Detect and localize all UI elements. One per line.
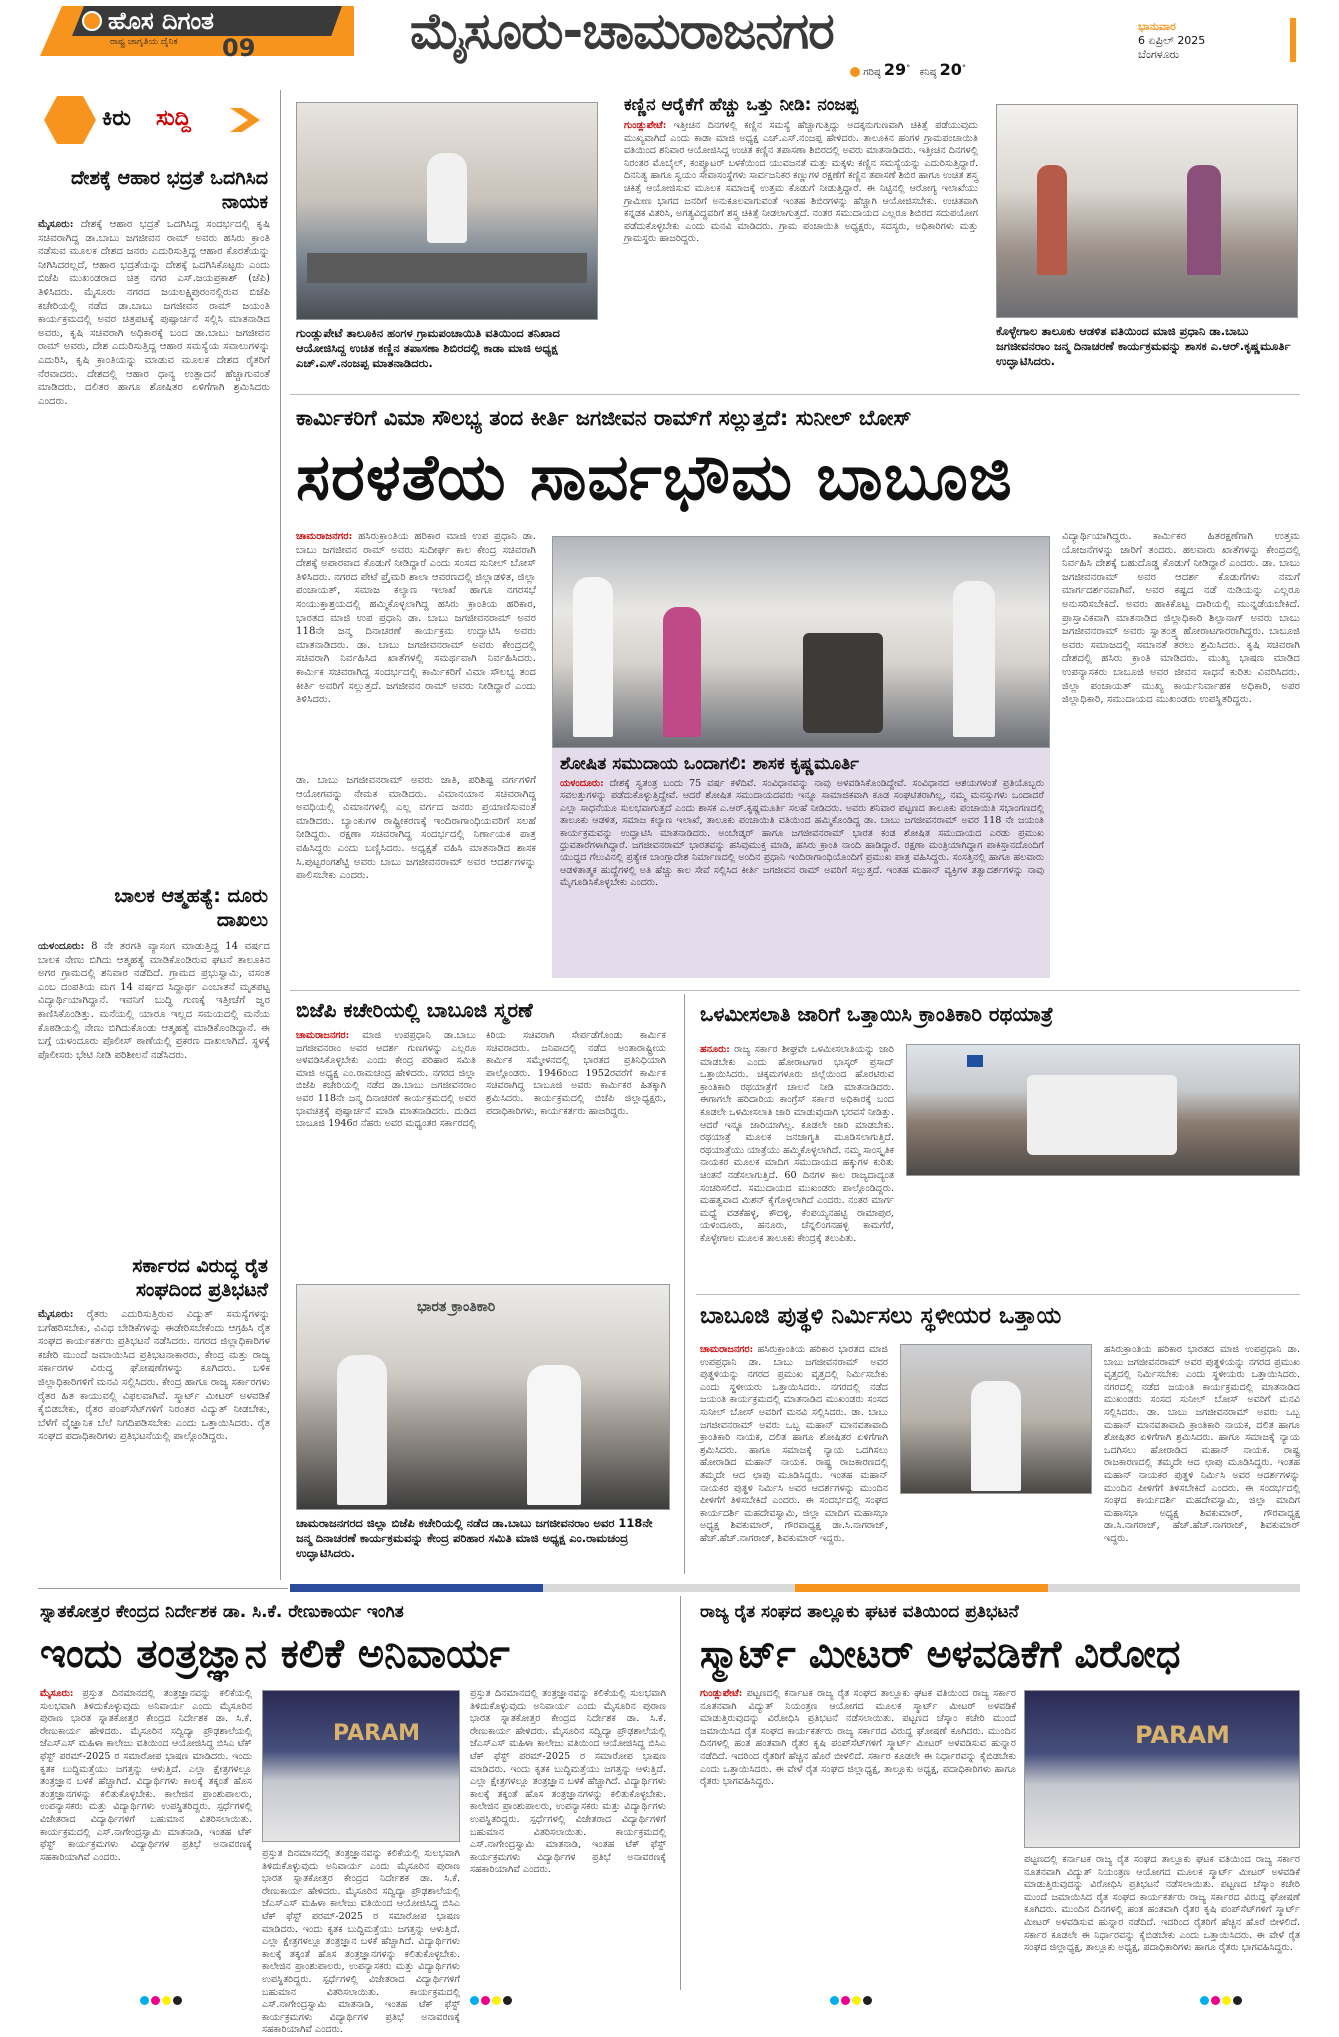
kiru-item-1-body — [38, 218, 270, 864]
tech-body-under-photo — [262, 1848, 460, 2036]
kiru-item-2-dateline: ಯಳಂದೂರು: — [38, 940, 85, 952]
photo-bjp-office — [296, 1284, 670, 1510]
tech-headline: ಇಂದು ತಂತ್ರಜ್ಞಾನ ಕಲಿಕೆ ಅನಿವಾರ್ಯ — [40, 1631, 510, 1677]
masthead — [0, 0, 1339, 79]
photo-bjp-figure-2 — [527, 1365, 581, 1505]
meter-kicker: ರಾಜ್ಯ ರೈತ ಸಂಘದ ತಾಲ್ಲೂಕು ಘಟಕ ವತಿಯಿಂದ ಪ್ರತಿಭಟನೆ — [700, 1602, 1019, 1622]
tech-text: ಪ್ರಸ್ತುತ ದಿನಮಾನದಲ್ಲಿ ತಂತ್ರಜ್ಞಾನವನ್ನು ಕಲಿಕೆಯಲ್ಲಿ ಸುಲಭವಾಗಿ ತಿಳಿದುಕೊಳ್ಳುವುದು ಅನಿವಾರ್ಯ ಎಂದು ಮೈಸೂರಿನ ಪುರಾಣ ಭಾರತ ಸ್ನಾತಕೋತ್ತರ ಕೇಂದ್ರದ ನಿರ್ದೇಶಕ ಡಾ. ಸಿ.ಕೆ. ರೇಣುಕಾರ್ಯ ಹೇಳಿದರು. ಮೈಸೂರಿನ ಸದ್ವಿದ್ಯಾ ಪ್ರೌಢಶಾಲೆಯಲ್ಲಿ ಜೆಎಸ್‌ಎಸ್ ಮಹಿಳಾ ಕಾಲೇಜು ವತಿಯಿಂದ ಆಯೋಜಿಸಿದ್ದ ಬಿಸಿಎ ಟೆಕ್ ಫೆಸ್ಟ್ ಪರಮ್-2025 ರ ಸಮಾರೋಪ ಭಾಷಣ ಮಾಡಿದರು. ಇಂದು ಕೃತಕ ಬುದ್ಧಿಮತ್ತೆಯು ಜಗತ್ತನ್ನು ಆಳುತ್ತಿದೆ. ಎಲ್ಲಾ ಕ್ಷೇತ್ರಗಳಲ್ಲೂ ತಂತ್ರಜ್ಞಾನ ಬಳಕೆ ಹೆಚ್ಚಾಗಿದೆ. ವಿದ್ಯಾರ್ಥಿಗಳು ಕಾಲಕ್ಕೆ ತಕ್ಕಂತೆ ಹೊಸ ತಂತ್ರಜ್ಞಾನಗಳನ್ನು ಕಲಿತುಕೊಳ್ಳಬೇಕು. ಕಾಲೇಜಿನ ಪ್ರಾಂಶುಪಾಲರು, ಉಪನ್ಯಾಸಕರು ಮತ್ತು ವಿದ್ಯಾರ್ಥಿಗಳು ಉಪಸ್ಥಿತರಿದ್ದರು. ಸ್ಪರ್ಧೆಗಳಲ್ಲಿ ವಿಜೇತರಾದ ವಿದ್ಯಾರ್ಥಿಗಳಿಗೆ ಬಹುಮಾನ ವಿತರಿಸಲಾಯಿತು. ಕಾರ್ಯಕ್ರಮದಲ್ಲಿ ಎಸ್.ನಾಗೇಂದ್ರಸ್ವಾಮಿ ಮಾತನಾಡಿ, ಇಂತಹ ಟೆಕ್ ಫೆಸ್ಟ್ ಕಾರ್ಯಕ್ರಮಗಳು ವಿದ್ಯಾರ್ಥಿಗಳ ಪ್ರತಿಭೆ ಅನಾವರಣಕ್ಕೆ ಸಹಕಾರಿಯಾಗಿವೆ ಎಂದರು. — [40, 1688, 252, 1863]
sun-icon — [850, 67, 860, 77]
kiru-item-2-headline: ಬಾಲಕ ಆತ್ಮಹತ್ಯೆ: ದೂರು ದಾಖಲು — [114, 885, 268, 931]
registration-marks-1 — [140, 1996, 182, 2005]
meter-headline: ಸ್ಮಾರ್ಟ್ ಮೀಟರ್ ಅಳವಡಿಕೆಗೆ ವಿರೋಧ — [700, 1632, 1181, 1676]
photo-ratha-yatra — [906, 1044, 1300, 1176]
registration-dot — [852, 1996, 861, 2005]
meter-dateline: ಗುಂಡ್ಲುಪೇಟೆ: — [700, 1688, 743, 1699]
lead-bottom-divider — [290, 990, 1300, 991]
kiru-item-3-dateline: ಮೈಸೂರು: — [38, 1308, 74, 1320]
photo-kollegal-event — [996, 104, 1298, 318]
kollegal-caption: ಕೊಳ್ಳೇಗಾಲ ತಾಲೂಕು ಆಡಳಿತ ವತಿಯಿಂದ ಮಾಜಿ ಪ್ರಧಾನಿ ಡಾ.ಬಾಬು ಜಗಜೀವನರಾಂ ಜನ್ಮ ದಿನಾಚರಣೆ ಕಾರ್ಯಕ್ರಮವನ್ನು ಶಾಸಕ ಎ.ಆರ್.ಕೃಷ್ಣಮೂರ್ತಿ ಉದ್ಘಾಟಿಸಿದರು. — [996, 324, 1291, 368]
lead-dateline: ಚಾಮರಾಜನಗರ: — [296, 530, 353, 542]
bjp-dateline: ಚಾಮರಾಜನಗರ: — [296, 1030, 350, 1041]
bjp-caption: ಚಾಮರಾಜನಗರದ ಜಿಲ್ಲಾ ಬಿಜೆಪಿ ಕಚೇರಿಯಲ್ಲಿ ನಡೆದ ಡಾ.ಬಾಬು ಜಗಜೀವನರಾಂ ಅವರ 118ನೇ ಜನ್ಮ ದಿನಾಚರಣೆ ಕಾರ್ಯಕ್ರಮವನ್ನು ಕೇಂದ್ರ ಪರಿಹಾರ ಸಮಿತಿ ಮಾಜಿ ಅಧ್ಯಕ್ಷ ಎಂ.ರಾಮಚಂದ್ರ ಉದ್ಘಾಟಿಸಿದರು. — [296, 1516, 653, 1560]
ratha-body-left — [700, 1044, 894, 1320]
photo-babuji-figure-2 — [663, 607, 701, 737]
registration-dot — [140, 1996, 149, 2005]
lead-col2 — [296, 774, 536, 970]
photo-eye-camp — [296, 102, 598, 320]
hand-pointing-icon — [44, 96, 96, 144]
photo-babuji-figure-1 — [573, 577, 613, 737]
bjp-headline: ಬಿಜೆಪಿ ಕಚೇರಿಯಲ್ಲಿ ಬಾಬೂಜಿ ಸ್ಮರಣೆ — [296, 998, 533, 1022]
lead-col1-text: ಹಸಿರುಕ್ರಾಂತಿಯ ಹರಿಕಾರ ಮಾಜಿ ಉಪ ಪ್ರಧಾನಿ ಡಾ. ಬಾಬು ಜಗಜೀವನ ರಾಮ್ ಅವರು ಸುದೀರ್ಘ ಕಾಲ ಕೇಂದ್ರ ಸಚಿವರಾಗಿ ದೇಶಕ್ಕೆ ಅಪಾರವಾದ ಕೊಡುಗೆ ನೀಡಿದ್ದಾರೆ ಎಂದು ಸಂಸದ ಸುನೀಲ್ ಬೋಸ್ ತಿಳಿಸಿದರು. ನಗರದ ಪೇಟೆ ಪ್ರೈಮರಿ ಶಾಲಾ ಆವರಣದಲ್ಲಿ ಜಿಲ್ಲಾಡಳಿತ, ಜಿಲ್ಲಾ ಪಂಚಾಯತ್, ಸಮಾಜ ಕಲ್ಯಾಣ ಇಲಾಖೆ ಹಾಗೂ ನಗರಸಭೆ ಸಂಯುಕ್ತಾಶ್ರಯದಲ್ಲಿ ಹಮ್ಮಿಕೊಳ್ಳಲಾಗಿದ್ದ ಹಸಿರು ಕ್ರಾಂತಿಯ ಹರಿಕಾರ, ಭಾರತದ ಮಾಜಿ ಉಪ ಪ್ರಧಾನಿ ಡಾ. ಬಾಬು ಜಗಜೀವನರಾಮ್ ಅವರ 118ನೇ ಜನ್ಮ ದಿನಾಚರಣೆ ಕಾರ್ಯಕ್ರಮ ಉದ್ಘಾಟಿಸಿ ಅವರು ಮಾತನಾಡಿದರು. ಡಾ. ಬಾಬು ಜಗಜೀವನರಾಮ್ ಅವರು ಕೇಂದ್ರದಲ್ಲಿ ಸಚಿವರಾಗಿ ನಿರ್ವಹಿಸಿದ ಖಾತೆಗಳಲ್ಲಿ ಸಮರ್ಥವಾಗಿ ನಿರ್ವಹಿಸಿದರು. ಕಾರ್ಮಿಕ ಸಚಿವರಾಗಿದ್ದ ಸಂದರ್ಭದಲ್ಲಿ ಕಾರ್ಮಿಕರಿಗೆ ವಿಮಾ ಸೌಲಭ್ಯ ತಂದ ಕೀರ್ತಿ ಅವರಿಗೆ ಸಲ್ಲುತ್ತದೆ. ಜಗಜೀವನ ರಾಮ್ ಅವರು ನೀಡಿದ್ದಾರೆ ಎಂದು ತಿಳಿಸಿದರು. — [296, 531, 536, 706]
kiru-item-1-text: ದೇಶಕ್ಕೆ ಆಹಾರ ಭದ್ರತೆ ಒದಗಿಸಿದ್ದ ಸಂದರ್ಭದಲ್ಲಿ ಕೃಷಿ ಸಚಿವರಾಗಿದ್ದ ಡಾ.ಬಾಬು ಜಗಜೀವನ ರಾಮ್ ಅವರು ಹಸಿರು ಕ್ರಾಂತಿ ನಡೆಸುವ ಮೂಲಕ ದೇಶದ ಜನರು ಎದುರಿಸುತ್ತಿದ್ದ ಆಹಾರ ಕೊರತೆಯನ್ನು ನೀಗಿಸಿದರಲ್ಲದೆ, ಆಹಾರ ಭದ್ರತೆಯನ್ನು ದೇಶಕ್ಕೆ ಒದಗಿಸಿಕೊಟ್ಟರು ಎಂದು ಬಿಜೆಪಿ ಮುಖಂಡರಾದ ಚಿತ್ರ ನಗರ ಎಸ್.ಜಯಪ್ರಕಾಶ್ (ಜೆಪಿ) ತಿಳಿಸಿದರು. ಮೈಸೂರು ನಗರದ ಜಯಲಕ್ಷ್ಮಿಪುರಂನಲ್ಲಿರುವ ಬಿಜೆಪಿ ಕಚೇರಿಯಲ್ಲಿ ನಡೆದ ಡಾ.ಬಾಬು ಜಗಜೀವನ ರಾಮ್ ಜಯಂತಿ ಕಾರ್ಯಕ್ರಮದಲ್ಲಿ ಅವರ ಚಿತ್ರಪಟಕ್ಕೆ ಪುಷ್ಪಾರ್ಚನೆ ಸಲ್ಲಿಸಿ ಮಾತನಾಡಿದ ಅವರು, ಕೃಷಿ ಸಚಿವರಾಗಿ ಅಧಿಕಾರಕ್ಕೆ ಬಂದ ಡಾ.ಬಾಬು ಜಗಜೀವನ ರಾಮ್ ಅವರು, ದೇಶ ಎದುರಿಸುತ್ತಿದ್ದ ಆಹಾರ ಸಮಸ್ಯೆಯ ಸವಾಲುಗಳನ್ನು ಎದುರಿಸಿ, ಕೃಷಿ ಕ್ರಾಂತಿಯನ್ನು ಮಾಡುವ ಮೂಲಕ ದೇಶದ ರೈತರಿಗೆ ನೆರವಾದರು. ದೇಶದಲ್ಲಿ ಆಹಾರ ಧಾನ್ಯ ಉತ್ಪಾದನೆ ಹೆಚ್ಚಾಗುವಂತೆ ಮಾಡಿದರು. ದಲಿತರ ಹಾಗೂ ಶೋಷಿತರ ಏಳಿಗೆಗಾಗಿ ಶ್ರಮಿಸಿದರು ಎಂದರು. — [38, 219, 270, 407]
registration-dot — [1200, 1996, 1209, 2005]
tech-text-cont: ಪ್ರಸ್ತುತ ದಿನಮಾನದಲ್ಲಿ ತಂತ್ರಜ್ಞಾನವನ್ನು ಕಲಿಕೆಯಲ್ಲಿ ಸುಲಭವಾಗಿ ತಿಳಿದುಕೊಳ್ಳುವುದು ಅನಿವಾರ್ಯ ಎಂದು ಮೈಸೂರಿನ ಪುರಾಣ ಭಾರತ ಸ್ನಾತಕೋತ್ತರ ಕೇಂದ್ರದ ನಿರ್ದೇಶಕ ಡಾ. ಸಿ.ಕೆ. ರೇಣುಕಾರ್ಯ ಹೇಳಿದರು. ಮೈಸೂರಿನ ಸದ್ವಿದ್ಯಾ ಪ್ರೌಢಶಾಲೆಯಲ್ಲಿ ಜೆಎಸ್‌ಎಸ್ ಮಹಿಳಾ ಕಾಲೇಜು ವತಿಯಿಂದ ಆಯೋಜಿಸಿದ್ದ ಬಿಸಿಎ ಟೆಕ್ ಫೆಸ್ಟ್ ಪರಮ್-2025 ರ ಸಮಾರೋಪ ಭಾಷಣ ಮಾಡಿದರು. ಇಂದು ಕೃತಕ ಬುದ್ಧಿಮತ್ತೆಯು ಜಗತ್ತನ್ನು ಆಳುತ್ತಿದೆ. ಎಲ್ಲಾ ಕ್ಷೇತ್ರಗಳಲ್ಲೂ ತಂತ್ರಜ್ಞಾನ ಬಳಕೆ ಹೆಚ್ಚಾಗಿದೆ. ವಿದ್ಯಾರ್ಥಿಗಳು ಕಾಲಕ್ಕೆ ತಕ್ಕಂತೆ ಹೊಸ ತಂತ್ರಜ್ಞಾನಗಳನ್ನು ಕಲಿತುಕೊಳ್ಳಬೇಕು. ಕಾಲೇಜಿನ ಪ್ರಾಂಶುಪಾಲರು, ಉಪನ್ಯಾಸಕರು ಮತ್ತು ವಿದ್ಯಾರ್ಥಿಗಳು ಉಪಸ್ಥಿತರಿದ್ದರು. ಸ್ಪರ್ಧೆಗಳಲ್ಲಿ ವಿಜೇತರಾದ ವಿದ್ಯಾರ್ಥಿಗಳಿಗೆ ಬಹುಮಾನ ವಿತರಿಸಲಾಯಿತು. ಕಾರ್ಯಕ್ರಮದಲ್ಲಿ ಎಸ್.ನಾಗೇಂದ್ರಸ್ವಾಮಿ ಮಾತನಾಡಿ, ಇಂತಹ ಟೆಕ್ ಫೆಸ್ಟ್ ಕಾರ್ಯಕ್ರಮಗಳು ವಿದ್ಯಾರ್ಥಿಗಳ ಪ್ರತಿಭೆ ಅನಾವರಣಕ್ಕೆ ಸಹಕಾರಿಯಾಗಿವೆ ಎಂದರು. — [470, 1688, 666, 1876]
tech-dateline: ಮೈಸೂರು: — [40, 1688, 74, 1699]
registration-dot — [1211, 1996, 1220, 2005]
registration-dot — [173, 1996, 182, 2005]
kiru-item-3-headline: ಸರ್ಕಾರದ ವಿರುದ್ಧ ರೈತ ಸಂಘದಿಂದ ಪ್ರತಿಭಟನೆ — [132, 1255, 268, 1301]
meter-body-right — [1024, 1854, 1300, 1988]
tech-body-left — [40, 1688, 252, 1988]
photo-statue-figure — [971, 1381, 1021, 1491]
logo-text: ಹೊಸ ದಿಗಂತ — [108, 7, 214, 35]
statue-top-divider — [696, 1294, 1300, 1295]
eye-story-dateline: ಗುಂಡ್ಲುಪೇಟೆ: — [624, 120, 667, 131]
color-bar-segment — [290, 1584, 543, 1592]
kirusuddi-column — [38, 94, 270, 1574]
kiru-item-1-headline: ದೇಶಕ್ಕೆ ಆಹಾರ ಭದ್ರತೆ ಒದಗಿಸಿದ ನಾಯಕ — [70, 167, 268, 213]
photo-param-right — [1024, 1690, 1300, 1848]
photo-babuji-figure-3 — [953, 581, 995, 737]
tech-body-right — [470, 1688, 666, 1988]
statue-text: ಹಸಿರುಕ್ರಾಂತಿಯ ಹರಿಕಾರ ಭಾರತದ ಮಾಜಿ ಉಪಪ್ರಧಾನಿ ಡಾ. ಬಾಬು ಜಗಜೀವನರಾಮ್ ಅವರ ಪುತ್ಥಳಿಯನ್ನು ನಗರದ ಪ್ರಮುಖ ವೃತ್ತದಲ್ಲಿ ನಿರ್ಮಿಸಬೇಕು ಎಂದು ಸ್ಥಳೀಯರು ಒತ್ತಾಯಿಸಿದರು. ನಗರದಲ್ಲಿ ನಡೆದ ಜಯಂತಿ ಕಾರ್ಯಕ್ರಮದಲ್ಲಿ ಮಾತನಾಡಿದ ಮುಖಂಡರು ಸಂಸದ ಸುನೀಲ್ ಬೋಸ್ ಅವರಿಗೆ ಮನವಿ ಸಲ್ಲಿಸಿದರು. ಡಾ. ಬಾಬು ಜಗಜೀವನರಾಮ್ ಅವರು ಒಬ್ಬ ಮಹಾನ್ ಮಾನವತಾವಾದಿ ಕ್ರಾಂತಿಕಾರಿ ನಾಯಕ, ದಲಿತ ಹಾಗೂ ಶೋಷಿತರ ಏಳಿಗೆಗಾಗಿ ಶ್ರಮಿಸಿದರು. ಹಾಗೂ ಸಮಾಜಕ್ಕೆ ನ್ಯಾಯ ಒದಗಿಸಲು ಹೋರಾಡಿದ ಮಹಾನ್ ನಾಯಕ. ರಾಷ್ಟ್ರ ರಾಜಕಾರಣದಲ್ಲಿ ತಮ್ಮದೇ ಆದ ಛಾಪು ಮೂಡಿಸಿದ್ದರು. ಇಂತಹ ಮಹಾನ್ ನಾಯಕರ ಪುತ್ಥಳಿ ನಿರ್ಮಿಸಿ ಅವರ ಆದರ್ಶಗಳನ್ನು ಮುಂದಿನ ಪೀಳಿಗೆಗೆ ತಿಳಿಸಬೇಕಿದೆ ಎಂದರು. ಈ ಸಂದರ್ಭದಲ್ಲಿ ಸಂಘದ ಕಾರ್ಯದರ್ಶಿ ಮಹದೇವಸ್ವಾಮಿ, ಜಿಲ್ಲಾ ಮಾದಿಗ ಮಹಾಸಭಾ ಅಧ್ಯಕ್ಷ ಶಿವಕುಮಾರ್, ಗೌರವಾಧ್ಯಕ್ಷ ಡಾ.ಸಿ.ನಾಗರಾಜ್, ಹೆಚ್.ಹೆಚ್.ನಾಗರಾಜ್, ಶಿವಕುಮಾರ್ ಇದ್ದರು. — [700, 1344, 888, 1544]
kiru-item-2-text: 8 ನೇ ತರಗತಿ ವ್ಯಾಸಂಗ ಮಾಡುತ್ತಿದ್ದ 14 ವರ್ಷದ ಬಾಲಕ ನೇಣು ಬಿಗಿದು ಆತ್ಮಹತ್ಯೆ ಮಾಡಿಕೊಂಡಿರುವ ಘಟನೆ ತಾಲೂಕಿನ ಅಗರ ಗ್ರಾಮದಲ್ಲಿ ಶನಿವಾರ ನಡೆದಿದೆ. ಗ್ರಾಮದ ಪ್ರಭುಸ್ವಾಮಿ, ವಸಂತ ಎಂಬ ದಂಪತಿಯ ಮಗ 14 ವರ್ಷದ ಸಿದ್ದಾರ್ಥ ಎಂಬಾತನೆ ಮೃತಪಟ್ಟ ವಿದ್ಯಾರ್ಥಿಯಾಗಿದ್ದಾನೆ. ಇವನಿಗೆ ಬುದ್ಧಿ ಗುಣಕ್ಕೆ ಇತ್ತೀಚೆಗೆ ಜ್ವರ ಕಾಣಿಸಿಕೊಂಡಿತ್ತು. ಮನೆಯಲ್ಲಿ ಯಾರೂ ಇಲ್ಲದ ಸಮಯದಲ್ಲಿ ಮನೆಯ ಕೊಠಡಿಯಲ್ಲಿ ನೇಣು ಬಿಗಿದುಕೊಂಡು ಆತ್ಮಹತ್ಯೆ ಮಾಡಿಕೊಂಡಿದ್ದಾನೆ. ಈ ಬಗ್ಗೆ ಯಳಂದೂರು ಪೊಲೀಸ್ ಠಾಣೆಯಲ್ಲಿ ಪ್ರಕರಣ ದಾಖಲಾಗಿದೆ. ಸ್ಥಳಕ್ಕೆ ಪೊಲೀಸರು ಭೇಟಿ ನೀಡಿ ಪರಿಶೀಲನೆ ನಡೆಸಿದರು. — [38, 941, 270, 1061]
tech-text-under: ಪ್ರಸ್ತುತ ದಿನಮಾನದಲ್ಲಿ ತಂತ್ರಜ್ಞಾನವನ್ನು ಕಲಿಕೆಯಲ್ಲಿ ಸುಲಭವಾಗಿ ತಿಳಿದುಕೊಳ್ಳುವುದು ಅನಿವಾರ್ಯ ಎಂದು ಮೈಸೂರಿನ ಪುರಾಣ ಭಾರತ ಸ್ನಾತಕೋತ್ತರ ಕೇಂದ್ರದ ನಿರ್ದೇಶಕ ಡಾ. ಸಿ.ಕೆ. ರೇಣುಕಾರ್ಯ ಹೇಳಿದರು. ಮೈಸೂರಿನ ಸದ್ವಿದ್ಯಾ ಪ್ರೌಢಶಾಲೆಯಲ್ಲಿ ಜೆಎಸ್‌ಎಸ್ ಮಹಿಳಾ ಕಾಲೇಜು ವತಿಯಿಂದ ಆಯೋಜಿಸಿದ್ದ ಬಿಸಿಎ ಟೆಕ್ ಫೆಸ್ಟ್ ಪರಮ್-2025 ರ ಸಮಾರೋಪ ಭಾಷಣ ಮಾಡಿದರು. ಇಂದು ಕೃತಕ ಬುದ್ಧಿಮತ್ತೆಯು ಜಗತ್ತನ್ನು ಆಳುತ್ತಿದೆ. ಎಲ್ಲಾ ಕ್ಷೇತ್ರಗಳಲ್ಲೂ ತಂತ್ರಜ್ಞಾನ ಬಳಕೆ ಹೆಚ್ಚಾಗಿದೆ. ವಿದ್ಯಾರ್ಥಿಗಳು ಕಾಲಕ್ಕೆ ತಕ್ಕಂತೆ ಹೊಸ ತಂತ್ರಜ್ಞಾನಗಳನ್ನು ಕಲಿತುಕೊಳ್ಳಬೇಕು. ಕಾಲೇಜಿನ ಪ್ರಾಂಶುಪಾಲರು, ಉಪನ್ಯಾಸಕರು ಮತ್ತು ವಿದ್ಯಾರ್ಥಿಗಳು ಉಪಸ್ಥಿತರಿದ್ದರು. ಸ್ಪರ್ಧೆಗಳಲ್ಲಿ ವಿಜೇತರಾದ ವಿದ್ಯಾರ್ಥಿಗಳಿಗೆ ಬಹುಮಾನ ವಿತರಿಸಲಾಯಿತು. ಕಾರ್ಯಕ್ರಮದಲ್ಲಿ ಎಸ್.ನಾಗೇಂದ್ರಸ್ವಾಮಿ ಮಾತನಾಡಿ, ಇಂತಹ ಟೆಕ್ ಫೆಸ್ಟ್ ಕಾರ್ಯಕ್ರಮಗಳು ವಿದ್ಯಾರ್ಥಿಗಳ ಪ್ರತಿಭೆ ಅನಾವರಣಕ್ಕೆ ಸಹಕಾರಿಯಾಗಿವೆ ಎಂದರು. — [262, 1848, 460, 2036]
statue-dateline: ಚಾಮರಾಜನಗರ: — [700, 1344, 754, 1355]
meter-text: ಪಟ್ಟಣದಲ್ಲಿ ಕರ್ನಾಟಕ ರಾಜ್ಯ ರೈತ ಸಂಘದ ತಾಲ್ಲೂಕು ಘಟಕ ವತಿಯಿಂದ ರಾಜ್ಯ ಸರ್ಕಾರ ನೂತನವಾಗಿ ವಿದ್ಯುತ್ ನಿಯಂತ್ರಣ ಆಯೋಗದ ಮೂಲಕ ಸ್ಮಾರ್ಟ್ ಮೀಟರ್ ಅಳವಡಿಕೆ ಮಾಡುತ್ತಿರುವುದನ್ನು ವಿರೋಧಿಸಿ ಪ್ರತಿಭಟನೆ ನಡೆಸಲಾಯಿತು. ಪಟ್ಟಣದ ಚೆಸ್ಕಾಂ ಕಚೇರಿ ಮುಂದೆ ಜಮಾಯಿಸಿದ ರೈತ ಸಂಘದ ಕಾರ್ಯಕರ್ತರು ರಾಜ್ಯ ಸರ್ಕಾರದ ವಿರುದ್ಧ ಘೋಷಣೆ ಕೂಗಿದರು. ಮುಂದಿನ ದಿನಗಳಲ್ಲಿ ಹಂತ ಹಂತವಾಗಿ ರೈತರ ಕೃಷಿ ಪಂಪ್‌ಸೆಟ್‌ಗಳಿಗೆ ಸ್ಮಾರ್ಟ್ ಮೀಟರ್ ಅಳವಡಿಸುವ ಹುನ್ನಾರ ನಡೆದಿದೆ. ಇದರಿಂದ ರೈತರಿಗೆ ಹೆಚ್ಚಿನ ಹೊರೆ ಬೀಳಲಿದೆ. ಸರ್ಕಾರ ಕೂಡಲೇ ಈ ನಿರ್ಧಾರವನ್ನು ಕೈಬಿಡಬೇಕು ಎಂದು ಒತ್ತಾಯಿಸಿದರು. ಈ ವೇಳೆ ರೈತ ಸಂಘದ ಜಿಲ್ಲಾಧ್ಯಕ್ಷ, ತಾಲ್ಲೂಕು ಅಧ್ಯಕ್ಷ, ಪದಾಧಿಕಾರಿಗಳು ಹಾಗೂ ರೈತರು ಭಾಗವಹಿಸಿದ್ದರು. — [700, 1688, 1016, 1788]
page-number: 09 — [222, 34, 256, 62]
lead-col3-text: ವಿದ್ಯಾರ್ಥಿಯಾಗಿದ್ದರು. ಕಾರ್ಮಿಕರ ಹಿತರಕ್ಷಣೆಗಾಗಿ ಉತ್ತಮ ಯೋಜನೆಗಳನ್ನು ಜಾರಿಗೆ ತಂದರು. ಹಲವಾರು ಖಾತೆಗಳನ್ನು ಕೇಂದ್ರದಲ್ಲಿ ನಿರ್ವಹಿಸಿ ದೇಶಕ್ಕೆ ಬಹುದೊಡ್ಡ ಕೊಡುಗೆ ನೀಡಿದ್ದಾರೆ ಎಂದರು. ಡಾ. ಬಾಬು ಜಗಜೀವನರಾಮ್ ಅವರ ಆದರ್ಶ ಕೊಡುಗೆಗಳು ನಮಗೆ ಮಾರ್ಗದರ್ಶನವಾಗಿವೆ. ಅವರ ಕಷ್ಟದ ನಡೆ ನುಡಿಯನ್ನು ಎಲ್ಲರೂ ಅನುಸರಿಸಬೇಕಿದೆ. ಅವರು ಹಾಕಿಕೊಟ್ಟ ದಾರಿಯಲ್ಲಿ ಮುನ್ನಡೆಯಬೇಕಿದೆ. ಪ್ರಾಸ್ತಾವಿಕವಾಗಿ ಮಾತನಾಡಿದ ಜಿಲ್ಲಾಧಿಕಾರಿ ಶಿಲ್ಪಾನಾಗ್ ಅವರು ಬಾಬು ಜಗಜೀವನರಾಮ್ ಅವರು ಸ್ವಾತಂತ್ರ್ಯ ಹೋರಾಟಗಾರರಾಗಿದ್ದರು. ಬಾಬೂಜಿ ಅವರು ಸಮಾಜದಲ್ಲಿ ಸಮಾನತೆ ತರಲು ಶ್ರಮಿಸಿದರು. ಕೃಷಿ ಸಚಿವರಾಗಿ ದೇಶದಲ್ಲಿ ಹಸಿರು ಕ್ರಾಂತಿ ಮಾಡಿದರು. ಮುಖ್ಯ ಭಾಷಣ ಮಾಡಿದ ಉಪನ್ಯಾಸಕರು ಬಾಬೂಜಿ ಅವರ ಜೀವನ ಸಾಧನೆ ಕುರಿತು ವಿವರಿಸಿದರು. ಜಿಲ್ಲಾ ಪಂಚಾಯತ್ ಮುಖ್ಯ ಕಾರ್ಯನಿರ್ವಾಹಕ ಅಧಿಕಾರಿ, ಅಪರ ಜಿಲ್ಲಾಧಿಕಾರಿ, ಸಮುದಾಯದ ಮುಖಂಡರು ಉಪಸ್ಥಿತರಿದ್ದರು. — [1062, 531, 1300, 706]
statue-body-left — [700, 1344, 888, 1570]
registration-marks-2 — [470, 1996, 512, 2005]
param-banner-right: PARAM — [1135, 1721, 1230, 1749]
lead-kicker: ಕಾರ್ಮಿಕರಿಗೆ ವಿಮಾ ಸೌಲಭ್ಯ ತಂದ ಕೀರ್ತಿ ಜಗಜೀವನ ರಾಮ್‌ಗೆ ಸಲ್ಲುತ್ತದೆ: ಸುನೀಲ್ ಬೋಸ್ — [296, 406, 912, 430]
registration-dot — [492, 1996, 501, 2005]
statue-headline: ಬಾಬೂಜಿ ಪುತ್ಥಳಿ ನಿರ್ಮಿಸಲು ಸ್ಥಳೀಯರ ಒತ್ತಾಯ — [700, 1303, 1062, 1329]
tech-kicker: ಸ್ನಾತಕೋತ್ತರ ಕೇಂದ್ರದ ನಿರ್ದೇಶಕ ಡಾ. ಸಿ.ಕೆ. ರೇಣುಕಾರ್ಯ ಇಂಗಿತ — [40, 1602, 404, 1622]
kirusuddi-badge — [38, 94, 270, 146]
meter-text-cont: ಪಟ್ಟಣದಲ್ಲಿ ಕರ್ನಾಟಕ ರಾಜ್ಯ ರೈತ ಸಂಘದ ತಾಲ್ಲೂಕು ಘಟಕ ವತಿಯಿಂದ ರಾಜ್ಯ ಸರ್ಕಾರ ನೂತನವಾಗಿ ವಿದ್ಯುತ್ ನಿಯಂತ್ರಣ ಆಯೋಗದ ಮೂಲಕ ಸ್ಮಾರ್ಟ್ ಮೀಟರ್ ಅಳವಡಿಕೆ ಮಾಡುತ್ತಿರುವುದನ್ನು ವಿರೋಧಿಸಿ ಪ್ರತಿಭಟನೆ ನಡೆಸಲಾಯಿತು. ಪಟ್ಟಣದ ಚೆಸ್ಕಾಂ ಕಚೇರಿ ಮುಂದೆ ಜಮಾಯಿಸಿದ ರೈತ ಸಂಘದ ಕಾರ್ಯಕರ್ತರು ರಾಜ್ಯ ಸರ್ಕಾರದ ವಿರುದ್ಧ ಘೋಷಣೆ ಕೂಗಿದರು. ಮುಂದಿನ ದಿನಗಳಲ್ಲಿ ಹಂತ ಹಂತವಾಗಿ ರೈತರ ಕೃಷಿ ಪಂಪ್‌ಸೆಟ್‌ಗಳಿಗೆ ಸ್ಮಾರ್ಟ್ ಮೀಟರ್ ಅಳವಡಿಸುವ ಹುನ್ನಾರ ನಡೆದಿದೆ. ಇದರಿಂದ ರೈತರಿಗೆ ಹೆಚ್ಚಿನ ಹೊರೆ ಬೀಳಲಿದೆ. ಸರ್ಕಾರ ಕೂಡಲೇ ಈ ನಿರ್ಧಾರವನ್ನು ಕೈಬಿಡಬೇಕು ಎಂದು ಒತ್ತಾಯಿಸಿದರು. ಈ ವೇಳೆ ರೈತ ಸಂಘದ ಜಿಲ್ಲಾಧ್ಯಕ್ಷ, ತಾಲ್ಲೂಕು ಅಧ್ಯಕ್ಷ, ಪದಾಧಿಕಾರಿಗಳು ಹಾಗೂ ರೈತರು ಭಾಗವಹಿಸಿದ್ದರು. — [1024, 1854, 1300, 1954]
photo-eye-camp-table — [307, 253, 587, 283]
meter-body-left — [700, 1688, 1016, 1988]
photo-kollegal-figure-2 — [1187, 165, 1221, 275]
eye-story-body — [624, 120, 978, 374]
bottom-section-rule — [38, 1588, 288, 1589]
kirusuddi-label-a: ಕಿರು — [102, 106, 131, 131]
weather-min: 20 — [939, 60, 962, 79]
chevron-right-icon — [230, 108, 260, 132]
boxed-story-body — [560, 778, 1044, 974]
bjp-text: ಮಾಜಿ ಉಪಪ್ರಧಾನಿ ಡಾ.ಬಾಬು ಜಗಜೀವನರಾಂ ಅವರ ಆದರ್ಶ ಗುಣಗಳನ್ನು ಎಲ್ಲರೂ ಅಳವಡಿಸಿಕೊಳ್ಳಬೇಕು ಎಂದು ಕೇಂದ್ರ ಪರಿಹಾರ ಸಮಿತಿ ಮಾಜಿ ಅಧ್ಯಕ್ಷ ಎಂ.ರಾಮಚಂದ್ರ ಹೇಳಿದರು. ನಗರದ ಜಿಲ್ಲಾ ಬಿಜೆಪಿ ಕಚೇರಿಯಲ್ಲಿ ನಡೆದ ಡಾ.ಬಾಬು ಜಗಜೀವನರಾಂ ಅವರ 118ನೇ ಜನ್ಮ ದಿನಾಚರಣೆ ಕಾರ್ಯಕ್ರಮದಲ್ಲಿ ಅವರ ಭಾವಚಿತ್ರಕ್ಕೆ ಪುಷ್ಪಾರ್ಚನೆ ಮಾಡಿ ಮಾತನಾಡಿದರು. ದುಡಿದ ಬಾಬೂಜಿ 1946ರ ನೆಹರು ಅವರ ಮಧ್ಯಂತರ ಸರ್ಕಾರದಲ್ಲಿ ಕಿರಿಯ ಸಚಿವರಾಗಿ ಸೇರ್ಪಡೆಗೊಂಡು ಕಾರ್ಮಿಕ ಸಚಿವರಾದರು. ಜನಿವಾದಲ್ಲಿ ನಡೆದ ಅಂತಾರಾಷ್ಟ್ರೀಯ ಕಾರ್ಮಿಕ ಸಮ್ಮೇಳನದಲ್ಲಿ ಭಾರತದ ಪ್ರತಿನಿಧಿಯಾಗಿ ಪಾಲ್ಗೊಂಡರು. 1946ರಿಂದ 1952ರವರೆಗೆ ಕಾರ್ಮಿಕ ಸಚಿವರಾಗಿದ್ದ ಬಾಬೂಜಿ ಅವರು ಕಾರ್ಮಿಕರ ಹಿತಕ್ಕಾಗಿ ಶ್ರಮಿಸಿದರು. ಕಾರ್ಯಕ್ರಮದಲ್ಲಿ ಬಿಜೆಪಿ ಜಿಲ್ಲಾಧ್ಯಕ್ಷರು, ಪದಾಧಿಕಾರಿಗಳು, ಕಾರ್ಯಕರ್ತರು ಹಾಜರಿದ್ದರು. — [296, 1030, 666, 1130]
ratha-headline: ಒಳಮೀಸಲಾತಿ ಜಾರಿಗೆ ಒತ್ತಾಯಿಸಿ ಕ್ರಾಂತಿಕಾರಿ ರಥಯಾತ್ರೆ — [700, 1002, 1054, 1026]
kirusuddi-label-b: ಸುದ್ದಿ — [156, 106, 191, 131]
registration-dot — [481, 1996, 490, 2005]
middle-divider — [684, 994, 685, 1574]
weather-max: 29 — [883, 60, 907, 79]
ratha-text: ರಾಜ್ಯ ಸರ್ಕಾರ ಶೀಘ್ರವೇ ಒಳಮೀಸಲಾತಿಯನ್ನು ಜಾರಿ ಮಾಡಬೇಕು ಎಂದು ಹೋರಾಟಗಾರ ಭಾಸ್ಕರ್ ಪ್ರಸಾದ್ ಒತ್ತಾಯಿಸಿದರು. ಚಿಕ್ಕಮಗಳೂರು ಜಿಲ್ಲೆಯಿಂದ ಹೊರಟಿರುವ ಕ್ರಾಂತಿಕಾರಿ ರಥಯಾತ್ರೆಗೆ ಚಾಲನೆ ನೀಡಿ ಮಾತನಾಡಿದರು. ಈಗಾಗಲೇ ಹರಿದಾರಿಯ ಕಾಂಗ್ರೆಸ್ ಸರ್ಕಾರ ಅಧಿಕಾರಕ್ಕೆ ಬಂದ ಕೂಡಲೇ ಒಳಮೀಸಲಾತಿ ಜಾರಿ ಮಾಡುವುದಾಗಿ ಭರವಸೆ ನೀಡಿತ್ತು. ಆದರೆ ಇನ್ನೂ ಜಾರಿಯಾಗಿಲ್ಲ. ಕೂಡಲೇ ಜಾರಿ ಮಾಡಬೇಕು. ರಥಯಾತ್ರೆ ಮೂಲಕ ಜನಜಾಗೃತಿ ಮೂಡಿಸಲಾಗುತ್ತಿದೆ. ರಥಯಾತ್ರೆಯು ಯಾತ್ರೆಯು ಹಮ್ಮಿಕೊಳ್ಳಲಾಗಿದೆ. ನಮ್ಮ ಸಾಂಸ್ಕೃತಿಕ ನಾಯಕರ ಮೂಲಕ ಮಾದಿಗ ಸಮುದಾಯದ ಹಕ್ಕುಗಳ ಕುರಿತು ಚಿಂತನೆ ನಡೆಸಲಾಗುತ್ತಿದೆ. 60 ದಿನಗಳ ಕಾಲ ರಾಜ್ಯದಾದ್ಯಂತ ಸಂಚರಿಸಲಿದೆ. ಸಮುದಾಯದ ಮುಖಂಡರು ಪಾಲ್ಗೊಂಡಿದ್ದರು. ಮಹತ್ವವಾದ ಮಿಶನ್ ಕೈಗೊಳ್ಳಲಾಗಿದೆ ಎಂದರು. ನಂತರ ಮಾರ್ಗ ಮಧ್ಯೆ ವಡಕೆಹಳ್ಳ, ಕೌದಳ್ಳಿ, ಕೆಂಪಯ್ಯನಹಟ್ಟಿ ರಾಮಾಪುರ, ಯಳಂದೂರು, ಹನೂರು, ಚೆನ್ನಲಿಂಗನಹಳ್ಳಿ ಕಾಮಗೆರೆ, ಕೊಳ್ಳೇಗಾಲ ಮೂಲಕ ತಾಲೂಕು ಕೇಂದ್ರಕ್ಕೆ ತಲುಪಿತು. — [700, 1044, 894, 1244]
banner-text: ಭಾರತ ಕ್ರಾಂತಿಕಾರಿ — [417, 1299, 496, 1315]
kiru-item-1-dateline: ಮೈಸೂರು: — [38, 218, 74, 230]
lead-col2-text: ಡಾ. ಬಾಬು ಜಗಜೀವನರಾಮ್ ಅವರು ಜಾತಿ, ಪರಿಶಿಷ್ಟ ವರ್ಗಗಳಿಗೆ ಆಯೋಗವನ್ನು ನೇಮಕ ಮಾಡಿದರು. ವಿಮಾನಯಾನ ಸಚಿವರಾಗಿದ್ದ ಅವಧಿಯಲ್ಲಿ ವಿಮಾನಗಳಲ್ಲಿ ಎಲ್ಲ ವರ್ಗದ ಜನರು ಪ್ರಯಾಣಿಸುವಂತೆ ಮಾಡಿದರು. ಬ್ಯಾಂಕುಗಳ ರಾಷ್ಟ್ರೀಕರಣಕ್ಕೆ ಇಂದಿರಾಗಾಂಧಿಯವರಿಗೆ ಸಲಹೆ ನೀಡಿದ್ದರು. ರಕ್ಷಣಾ ಸಚಿವರಾಗಿದ್ದ ಸಂದರ್ಭದಲ್ಲಿ ನಿರ್ಣಾಯಕ ಪಾತ್ರ ವಹಿಸಿದ್ದರು ಎಂದು ಬಣ್ಣಿಸಿದರು. ಅಧ್ಯಕ್ಷತೆ ವಹಿಸಿ ಮಾತನಾಡಿದ ಶಾಸಕ ಸಿ.ಪುಟ್ಟರಂಗಶೆಟ್ಟಿ ಅವರು ಬಾಬು ಜಗಜೀವನರಾಮ್ ಅವರ ಆದರ್ಶಗಳನ್ನು ಪಾಲಿಸಬೇಕು ಎಂದರು. — [296, 775, 536, 882]
photo-eye-camp-figure — [427, 153, 467, 243]
photo-statue-event — [900, 1344, 1092, 1494]
boxed-story-dateline: ಯಳಂದೂರು: — [560, 778, 604, 789]
top-row-divider — [290, 394, 1300, 395]
registration-dot — [162, 1996, 171, 2005]
city-label: ಬೆಂಗಳೂರು — [1138, 48, 1180, 61]
eye-story-text: ಇತ್ತೀಚಿನ ದಿನಗಳಲ್ಲಿ ಕಣ್ಣಿನ ಸಮಸ್ಯೆ ಹೆಚ್ಚಾಗುತ್ತಿದ್ದು ಅದಕ್ಕನುಗುಣವಾಗಿ ಚಿಕಿತ್ಸೆ ಪಡೆಯುವುದು ಮುಖ್ಯವಾಗಿದೆ ಎಂದು ಕಾಡಾ ಮಾಜಿ ಅಧ್ಯಕ್ಷ ಎಚ್.ಎಸ್.ನಂಜಪ್ಪ ಹೇಳಿದರು. ತಾಲೂಕಿನ ಹಂಗಳ ಗ್ರಾಮಪಂಚಾಯಿತಿ ವತಿಯಿಂದ ಶನಿವಾರ ಆಯೋಜಿಸಿದ್ದ ಉಚಿತ ಕಣ್ಣಿನ ತಪಾಸಣಾ ಶಿಬಿರದಲ್ಲಿ ಅವರು ಮಾತನಾಡಿದರು. ಇತ್ತೀಚಿನ ದಿನಗಳಲ್ಲಿ ನಿರಂತರ ಮೊಬೈಲ್, ಕಂಪ್ಯೂಟರ್ ಬಳಕೆಯಿಂದ ಯುವಜನತೆ ಮತ್ತು ಮಕ್ಕಳು ಕಣ್ಣಿನ ಸಮಸ್ಯೆಯನ್ನು ಎದುರಿಸುತ್ತಿದ್ದಾರೆ. ದಿನನಿತ್ಯ ಹಾಗೂ ಸ್ವಯಂ ಸೇವಾಸಂಸ್ಥೆಗಳು ಸಾರ್ವಜನಿಕರ ಕಣ್ಣುಗಳ ರಕ್ಷಣೆಗೆ ಕಣ್ಣಿನ ತಪಾಸಣೆ ಶಿಬಿರ ಹಾಗೂ ಉಚಿತ ಶಸ್ತ್ರ ಚಿಕಿತ್ಸೆ ಆಯೋಜಿಸುವ ಮೂಲಕ ಸಮಾಜಕ್ಕೆ ಉತ್ತಮ ಕೊಡುಗೆ ನೀಡುತ್ತಿದ್ದಾರೆ. ಈ ನಿಟ್ಟಿನಲ್ಲಿ ಆರೋಗ್ಯ ಇಲಾಖೆಯು ಗ್ರಾಮೀಣ ಭಾಗದ ಜನರಿಗೆ ಅನುಕೂಲವಾಗುವಂತೆ ಇಂತಹ ಶಿಬಿರಗಳನ್ನು ಹೆಚ್ಚಾಗಿ ಆಯೋಜಿಸಬೇಕು. ಉಚಿತವಾಗಿ ಕನ್ನಡಕ ವಿತರಿಸಿ, ಅಗತ್ಯವಿದ್ದವರಿಗೆ ಶಸ್ತ್ರ ಚಿಕಿತ್ಸೆ ನೀಡಲಾಗುತ್ತದೆ. ನಂತರ ಸಮುದಾಯದ ಎಲ್ಲರೂ ಶಿಬಿರದ ಸದುಪಯೋಗ ಪಡೆದುಕೊಳ್ಳಬೇಕು ಎಂದು ಮನವಿ ಮಾಡಿದರು. ಗ್ರಾಮ ಪಂಚಾಯಿತಿ ಅಧ್ಯಕ್ಷರು, ಸದಸ್ಯರು, ಅಧಿಕಾರಿಗಳು ಮತ್ತು ಗ್ರಾಮಸ್ಥರು ಹಾಜರಿದ್ದರು. — [624, 120, 978, 245]
photo-babuji-portrait — [803, 633, 883, 733]
flag-icon — [967, 1055, 983, 1067]
lead-col3 — [1062, 530, 1300, 978]
photo-kollegal-figure-1 — [1037, 165, 1067, 275]
kiru-item-3-text: ರೈತರು ಎದುರಿಸುತ್ತಿರುವ ವಿದ್ಯುತ್ ಸಮಸ್ಯೆಗಳನ್ನು ಬಗೆಹರಿಸಬೇಕು, ವಿವಿಧ ಬೇಡಿಕೆಗಳನ್ನು ಈಡೇರಿಸಬೇಕೆಂದು ಆಗ್ರಹಿಸಿ ರೈತ ಸಂಘದ ಕಾರ್ಯಕರ್ತರು ಪ್ರತಿಭಟನೆ ನಡೆಸಿದರು. ನಗರದ ಜಿಲ್ಲಾಧಿಕಾರಿಗಳ ಕಚೇರಿ ಮುಂದೆ ಜಮಾಯಿಸಿದ ಪ್ರತಿಭಟನಾಕಾರರು, ಕೇಂದ್ರ ಮತ್ತು ರಾಜ್ಯ ಸರ್ಕಾರಗಳ ವಿರುದ್ಧ ಘೋಷಣೆಗಳನ್ನು ಕೂಗಿದರು. ಬಳಿಕ ಜಿಲ್ಲಾಧಿಕಾರಿಗಳಿಗೆ ಮನವಿ ಸಲ್ಲಿಸಿದರು. ಕೇಂದ್ರ ಹಾಗೂ ರಾಜ್ಯ ಸರ್ಕಾರಗಳು ರೈತರ ಹಿತ ಕಾಯುವಲ್ಲಿ ವಿಫಲವಾಗಿವೆ. ಸ್ಮಾರ್ಟ್ ಮೀಟರ್ ಅಳವಡಿಕೆ ಕೈಬಿಡಬೇಕು, ರೈತರ ಪಂಪ್‌ಸೆಟ್‌ಗಳಿಗೆ ನಿರಂತರ ವಿದ್ಯುತ್ ನೀಡಬೇಕು, ಬೆಳೆಗೆ ವೈಜ್ಞಾನಿಕ ಬೆಲೆ ನಿಗದಿಪಡಿಸಬೇಕು ಎಂದು ಒತ್ತಾಯಿಸಿದರು. ರೈತ ಸಂಘದ ಪದಾಧಿಕಾರಿಗಳು ಪ್ರತಿಭಟನೆಯಲ್ಲಿ ಪಾಲ್ಗೊಂಡಿದ್ದರು. — [38, 1309, 271, 1443]
logo-tagline: ರಾಷ್ಟ್ರ ಜಾಗೃತಿಯ ದೈನಿಕ — [110, 37, 178, 47]
statue-body-right — [1104, 1344, 1300, 1570]
weather-max-label: ಗರಿಷ್ಠ — [863, 67, 881, 78]
date-box — [1138, 20, 1298, 62]
color-bar-segment — [543, 1584, 796, 1592]
lead-headline: ಸರಳತೆಯ ಸಾರ್ವಭೌಮ ಬಾಬೂಜಿ — [296, 441, 1013, 515]
boxed-story-text: ದೇಶಕ್ಕೆ ಸ್ವತಂತ್ರ ಬಂದು 75 ವರ್ಷ ಕಳೆದಿವೆ. ಸಂವಿಧಾನವನ್ನು ನಾವು ಅಳವಡಿಸಿಕೊಂಡಿದ್ದೇವೆ. ಸಂವಿಧಾನದ ಆಶಯಗಳಂತೆ ಪ್ರತಿಯೊಬ್ಬರು ಸವಲತ್ತುಗಳನ್ನು ಪಡೆದುಕೊಳ್ಳುತ್ತಿದ್ದೇವೆ. ಆದರೆ ಶೋಷಿತ ಸಮುದಾಯದವರು ಇನ್ನೂ ಸಾಮಾಜಿಕವಾಗಿ ಕೂಡ ಸಂಘಟಿತರಾಗಿಲ್ಲ, ನಮ್ಮ ಮನಸ್ಸುಗಳು ಒಂದಾದರೆ ಎಲ್ಲಾ ಸಾಧನೆಯೂ ಸುಲಭವಾಗುತ್ತದೆ ಎಂದು ಶಾಸಕ ಎ.ಆರ್.ಕೃಷ್ಣಮೂರ್ತಿ ಸಲಹೆ ನೀಡಿದರು. ಅವರು ಶನಿವಾರ ಪಟ್ಟಣದ ತಾಲೂಕು ಪಂಚಾಯಿತಿ ಸಭಾಂಗಣದಲ್ಲಿ ತಾಲೂಕು ಆಡಳಿತ, ಸಮಾಜ ಕಲ್ಯಾಣ ಇಲಾಖೆ, ತಾಲೂಕು ಪಂಚಾಯಿತಿ ವತಿಯಿಂದ ಹಮ್ಮಿಕೊಂಡಿದ್ದ ಡಾ. ಬಾಬು ಜಗಜೀವನರಾಮ್ ಅವರ 118 ನೇ ಜಯಂತಿ ಕಾರ್ಯಕ್ರಮವನ್ನು ಉದ್ಘಾಟಿಸಿ ಮಾತನಾಡಿದರು. ಅಂಬೇಡ್ಕರ್ ಹಾಗೂ ಜಗಜೀವನರಾಮ್ ಭಾರತ ಕಂಡ ಶೋಷಿತ ಸಮುದಾಯದ ಎರಡು ಪ್ರಮುಖ ಧ್ರುವತಾರೆಗಳಾಗಿದ್ದಾರೆ. ಜಗಜೀವನರಾಮ್ ಭಾರತವನ್ನು ಹಸಿವುಮುಕ್ತ ಮಾಡಿ, ಹಸಿರು ಕ್ರಾಂತಿ ನಾಂದಿ ಹಾಡಿದ್ದಾರೆ. ರಕ್ಷಣಾ ಮಂತ್ರಿಯಾಗಿದ್ದಾಗ ಪಾಕಿಸ್ತಾನದೊಂದಿಗೆ ಯುದ್ಧದ ಗೆಲುವಿನಲ್ಲಿ ಪ್ರತ್ಯೇಕ ಬಾಂಗ್ಲಾದೇಶ ನಿರ್ಮಾಣದಲ್ಲಿ ಅಂದಿನ ಪ್ರಧಾನಿ ಇಂದಿರಾಗಾಂಧಿಯೊಂದಿಗೆ ಪ್ರಮುಖ ಪಾತ್ರ ವಹಿಸಿದ್ದರು. ಸಂಸತ್ತಿನಲ್ಲಿ ಹಾಗೂ ಹಲವಾರು ಆಡಳಿತಾತ್ಮಕ ಹುದ್ದೆಗಳಲ್ಲಿ ಅತಿ ಹೆಚ್ಚು ಕಾಲ ಸೇವೆ ಸಲ್ಲಿಸಿದ ಕೀರ್ತಿ ಜಗಜೀವನ ರಾಮ್ ಅವರಿಗೆ ಸಲ್ಲುತ್ತದೆ. ಇಂತಹ ಮಹಾನ್ ವ್ಯಕ್ತಿಗಳ ತತ್ವಾದರ್ಶಗಳನ್ನು ನಾವು ಮೈಗೂಡಿಸಿಕೊಳ್ಳಬೇಕು ಎಂದರು. — [560, 778, 1044, 889]
weather-min-label: ಕನಿಷ್ಠ — [919, 67, 937, 78]
photo-babuji-tribute — [552, 536, 1050, 748]
registration-dot — [841, 1996, 850, 2005]
param-banner-left: PARAM — [333, 1721, 420, 1746]
registration-dot — [863, 1996, 872, 2005]
day-label: ಭಾನುವಾರ — [1138, 20, 1176, 33]
bjp-body — [296, 1030, 666, 1270]
statue-text-cont: ಹಸಿರುಕ್ರಾಂತಿಯ ಹರಿಕಾರ ಭಾರತದ ಮಾಜಿ ಉಪಪ್ರಧಾನಿ ಡಾ. ಬಾಬು ಜಗಜೀವನರಾಮ್ ಅವರ ಪುತ್ಥಳಿಯನ್ನು ನಗರದ ಪ್ರಮುಖ ವೃತ್ತದಲ್ಲಿ ನಿರ್ಮಿಸಬೇಕು ಎಂದು ಸ್ಥಳೀಯರು ಒತ್ತಾಯಿಸಿದರು. ನಗರದಲ್ಲಿ ನಡೆದ ಜಯಂತಿ ಕಾರ್ಯಕ್ರಮದಲ್ಲಿ ಮಾತನಾಡಿದ ಮುಖಂಡರು ಸಂಸದ ಸುನೀಲ್ ಬೋಸ್ ಅವರಿಗೆ ಮನವಿ ಸಲ್ಲಿಸಿದರು. ಡಾ. ಬಾಬು ಜಗಜೀವನರಾಮ್ ಅವರು ಒಬ್ಬ ಮಹಾನ್ ಮಾನವತಾವಾದಿ ಕ್ರಾಂತಿಕಾರಿ ನಾಯಕ, ದಲಿತ ಹಾಗೂ ಶೋಷಿತರ ಏಳಿಗೆಗಾಗಿ ಶ್ರಮಿಸಿದರು. ಹಾಗೂ ಸಮಾಜಕ್ಕೆ ನ್ಯಾಯ ಒದಗಿಸಲು ಹೋರಾಡಿದ ಮಹಾನ್ ನಾಯಕ. ರಾಷ್ಟ್ರ ರಾಜಕಾರಣದಲ್ಲಿ ತಮ್ಮದೇ ಆದ ಛಾಪು ಮೂಡಿಸಿದ್ದರು. ಇಂತಹ ಮಹಾನ್ ನಾಯಕರ ಪುತ್ಥಳಿ ನಿರ್ಮಿಸಿ ಅವರ ಆದರ್ಶಗಳನ್ನು ಮುಂದಿನ ಪೀಳಿಗೆಗೆ ತಿಳಿಸಬೇಕಿದೆ ಎಂದರು. ಈ ಸಂದರ್ಭದಲ್ಲಿ ಸಂಘದ ಕಾರ್ಯದರ್ಶಿ ಮಹದೇವಸ್ವಾಮಿ, ಜಿಲ್ಲಾ ಮಾದಿಗ ಮಹಾಸಭಾ ಅಧ್ಯಕ್ಷ ಶಿವಕುಮಾರ್, ಗೌರವಾಧ್ಯಕ್ಷ ಡಾ.ಸಿ.ನಾಗರಾಜ್, ಹೆಚ್.ಹೆಚ್.ನಾಗರಾಜ್, ಶಿವಕುಮಾರ್ ಇದ್ದರು. — [1104, 1344, 1300, 1544]
masthead-accent-bar — [1290, 18, 1296, 62]
date-label: 6 ಏಪ್ರಿಲ್ 2025 — [1138, 34, 1206, 47]
eye-camp-caption: ಗುಂಡ್ಲುಪೇಟೆ ತಾಲೂಕಿನ ಹಂಗಳ ಗ್ರಾಮಪಂಚಾಯಿತಿ ವತಿಯಿಂದ ತನಿಖಾದ ಆಯೋಜಿಸಿದ್ದ ಉಚಿತ ಕಣ್ಣಿನ ತಪಾಸಣಾ ಶಿಬಿರದಲ್ಲಿ ಕಾಡಾ ಮಾಜಿ ಅಧ್ಯಕ್ಷ ಎಚ್.ಎಸ್.ನಂಜಪ್ಪ ಮಾತನಾಡಿದರು. — [296, 326, 560, 370]
logo-emblem-icon — [82, 11, 102, 31]
color-bar-segment — [1048, 1584, 1301, 1592]
ratha-dateline: ಹನೂರು: — [700, 1044, 730, 1055]
photo-bjp-figure-1 — [337, 1355, 387, 1505]
registration-dot — [830, 1996, 839, 2005]
photo-param-left — [262, 1690, 460, 1842]
eye-story-headline: ಕಣ್ಣಿನ ಆರೈಕೆಗೆ ಹೆಚ್ಚು ಒತ್ತು ನೀಡಿ: ನಂಜಪ್ಪ — [624, 95, 858, 115]
weather-box: ಗರಿಷ್ಠ 29° ಕನಿಷ್ಠ 20° — [850, 60, 1000, 82]
registration-dot — [1233, 1996, 1242, 2005]
edition-title: ಮೈಸೂರು-ಚಾಮರಾಜನಗರ — [410, 2, 834, 60]
boxed-story — [552, 748, 1050, 978]
registration-dot — [1222, 1996, 1231, 2005]
kiru-item-2-body — [38, 940, 270, 1238]
column-divider — [280, 90, 281, 1580]
boxed-story-headline: ಶೋಷಿತ ಸಮುದಾಯ ಒಂದಾಗಲಿ: ಶಾಸಕ ಕೃಷ್ಣಮೂರ್ತಿ — [560, 754, 859, 774]
registration-marks-3 — [830, 1996, 872, 2005]
registration-dot — [470, 1996, 479, 2005]
bottom-divider — [680, 1596, 681, 1990]
color-bar-segment — [795, 1584, 1048, 1592]
registration-dot — [503, 1996, 512, 2005]
photo-ratha-vehicle — [1027, 1075, 1177, 1155]
registration-marks-4 — [1200, 1996, 1242, 2005]
section-color-bar — [290, 1584, 1300, 1592]
registration-dot — [151, 1996, 160, 2005]
